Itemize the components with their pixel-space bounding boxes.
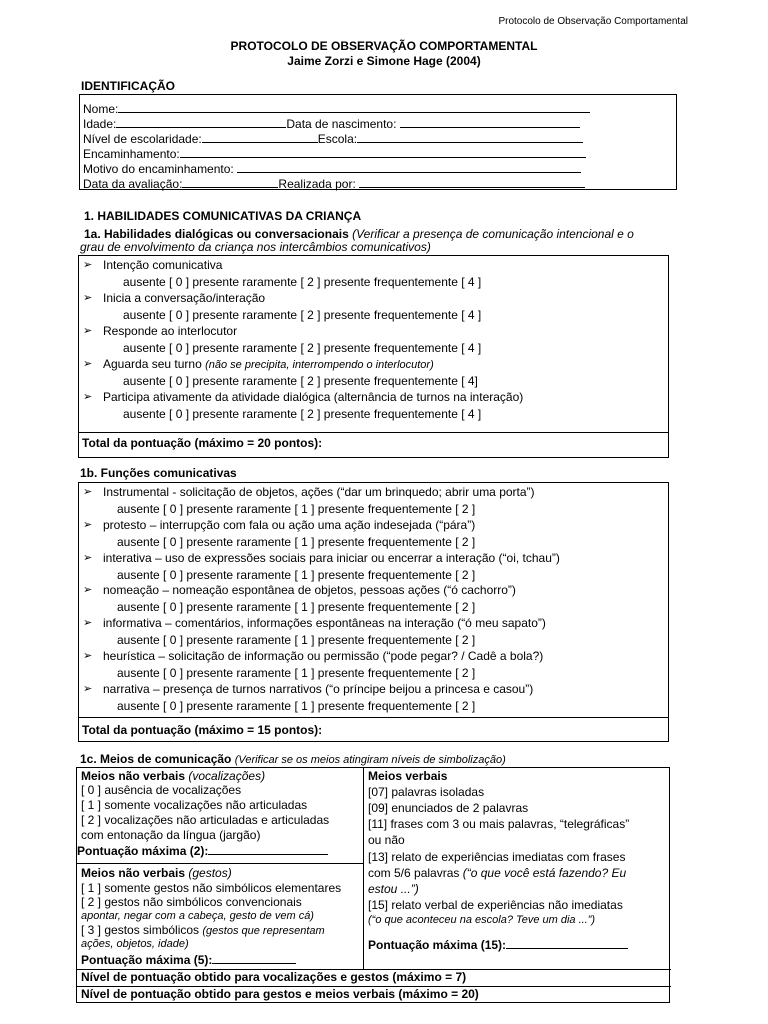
dialogic-item-score-options[interactable]: ausente [ 0 ] presente raramente [ 2 ] presente frequentemente [ 4 ] (123, 341, 482, 355)
verbal-item-11-cont: ou não (368, 833, 405, 847)
idade-row (83, 116, 580, 131)
verbal-title: Meios verbais (368, 769, 448, 783)
dialogic-item-text: Responde ao interlocutor (103, 324, 238, 338)
escola-field[interactable] (357, 131, 583, 143)
section1a-note-line2: grau de envolvimento da criança nos intercâmbios comunicativos) (80, 240, 431, 254)
idade-field[interactable] (116, 116, 286, 128)
bullet-arrow-icon: ➢ (83, 358, 93, 370)
section1c-total-1: Nível de pontuação obtido para vocalizações e gestos (máximo = 7) (81, 970, 467, 984)
section1b-box (78, 482, 669, 742)
ges-item-2-note: apontar, negar com a cabeça, gesto de vem cá) (81, 910, 314, 922)
bullet-arrow-icon: ➢ (83, 325, 93, 337)
bullet-arrow-icon: ➢ (83, 650, 93, 662)
encaminhamento-row (83, 146, 586, 161)
motivo-row (83, 161, 581, 176)
function-item-label: interativa – uso de expressões sociais para iniciar ou encerrar a interação (“oi, tchau”) (103, 550, 560, 565)
ges-max-field[interactable] (212, 952, 296, 964)
section1b-heading: 1b. Funções comunicativas (80, 466, 237, 480)
dialogic-item-score-options[interactable]: ausente [ 0 ] presente raramente [ 2 ] presente frequentemente [ 4] (123, 374, 478, 388)
nome-field[interactable] (118, 101, 590, 113)
dialogic-item-score-options[interactable]: ausente [ 0 ] presente raramente [ 2 ] presente frequentemente [ 4 ] (123, 275, 482, 289)
verbal-max-label: Pontuação máxima (15): (368, 938, 507, 952)
verbal-item-13-note-2: estou ...”) (368, 882, 419, 896)
verbal-item-15: [15] relato verbal de experiências não imediatas (368, 898, 623, 912)
bullet-arrow-icon: ➢ (83, 682, 93, 695)
nivel-escolaridade-label: Nível de escolaridade: (83, 132, 202, 146)
section1c-total-2: Nível de pontuação obtido para gestos e meios verbais (máximo = 20) (81, 987, 479, 1001)
ges-title-row (81, 866, 232, 880)
function-item-label: heurística – solicitação de informação ou permissão (“pode pegar? / Cadê a bola?) (103, 649, 544, 663)
function-item-score-options[interactable]: ausente [ 0 ] presente raramente [ 1 ] presente frequentemente [ 2 ] (117, 666, 476, 680)
verbal-max-field[interactable] (506, 937, 628, 949)
por-label: por: (331, 177, 356, 191)
section1b-total: Total da pontuação (máximo = 15 pontos): (82, 723, 323, 737)
nivel-escolaridade-field[interactable] (202, 131, 318, 143)
voc-item: com entonação da língua (jargão) (81, 828, 261, 842)
function-item-score-options[interactable]: ausente [ 0 ] presente raramente [ 1 ] presente frequentemente [ 2 ] (117, 534, 476, 549)
data-nascimento-label: Data de nascimento: (286, 117, 397, 131)
ges-item-3-note: (gestos que representam (202, 925, 325, 937)
data-avaliacao-label: Data da avaliação: (83, 177, 183, 191)
voc-item: [ 2 ] vocalizações não articuladas e articuladas (81, 813, 330, 827)
page-authors: Jaime Zorzi e Simone Hage (2004) (287, 54, 481, 68)
function-item-label: narrativa – presença de turnos narrativos (“o príncipe beijou a princesa e casou”) (103, 681, 534, 696)
bullet-arrow-icon: ➢ (83, 617, 93, 630)
voc-note: (vocalizações) (185, 769, 266, 783)
encaminhamento-field[interactable] (180, 146, 586, 158)
verbal-item-09: [09] enunciados de 2 palavras (368, 801, 529, 815)
verbal-item-13-note: (“o que você está fazendo? Eu (462, 866, 627, 880)
ges-title: Meios não verbais (81, 866, 186, 880)
bullet-arrow-icon: ➢ (83, 259, 93, 271)
voc-item: [ 1 ] somente vocalizações não articuladas (81, 798, 308, 812)
avaliacao-row (83, 176, 585, 191)
section1c-note: (Verificar se os meios atingiram níveis de simbolização) (234, 754, 506, 766)
dialogic-item-label (103, 357, 434, 372)
dialogic-item-label (103, 390, 523, 405)
escolaridade-row (83, 131, 583, 146)
nome-label: Nome: (83, 102, 119, 116)
section1-heading: 1. HABILIDADES COMUNICATIVAS DA CRIANÇA (84, 209, 362, 223)
section1a-total: Total da pontuação (máximo = 20 pontos): (82, 436, 323, 450)
ges-max-row (81, 952, 296, 967)
identification-box (79, 94, 677, 190)
verbal-item-11: [11] frases com 3 ou mais palavras, “telegráficas” (368, 817, 630, 831)
verbal-item-13-cont (368, 866, 626, 880)
section1c-left-divider (77, 863, 363, 864)
identification-heading: IDENTIFICAÇÃO (81, 79, 175, 93)
running-header: Protocolo de Observação Comportamental (498, 16, 688, 27)
function-item-label: informativa – comentários, informações espontâneas na interação (“ó meu sapato”) (103, 616, 546, 631)
verbal-item-13: [13] relato de experiências imediatas com frases (368, 850, 626, 864)
section1a-heading-row (84, 227, 634, 241)
function-item-score-options[interactable]: ausente [ 0 ] presente raramente [ 1 ] presente frequentemente [ 2 ] (117, 698, 476, 713)
bullet-arrow-icon: ➢ (83, 551, 93, 564)
dialogic-item-label (103, 324, 237, 339)
function-item-score-options[interactable]: ausente [ 0 ] presente raramente [ 1 ] presente frequentemente [ 2 ] (117, 502, 476, 516)
voc-max-label: Pontuação máxima (2): (77, 844, 209, 858)
section1a-heading: 1a. Habilidades dialógicas ou conversacionais (84, 227, 349, 241)
verbal-item-07: [07] palavras isoladas (368, 785, 485, 799)
dialogic-item-score-options[interactable]: ausente [ 0 ] presente raramente [ 2 ] presente frequentemente [ 4 ] (123, 407, 482, 421)
dialogic-item-text: Participa ativamente da atividade dialógica (alternância de turnos na interação) (103, 390, 524, 404)
voc-title: Meios não verbais (81, 769, 186, 783)
idade-label: Idade: (83, 117, 117, 131)
voc-max-field[interactable] (208, 843, 328, 855)
dialogic-item-label (103, 291, 265, 306)
ges-item-1: [ 1 ] somente gestos não simbólicos elementares (81, 881, 342, 895)
function-item-score-options[interactable]: ausente [ 0 ] presente raramente [ 1 ] presente frequentemente [ 2 ] (117, 567, 476, 582)
section1a-note: (Verificar a presença de comunicação intencional e o (352, 227, 634, 241)
ges-item-2: [ 2 ] gestos não simbólicos convencionais (81, 895, 302, 909)
escola-label: Escola: (317, 132, 358, 146)
encaminhamento-label: Encaminhamento: (83, 147, 180, 161)
motivo-label: Motivo do encaminhamento: (83, 162, 234, 176)
section1c-heading: 1c. Meios de comunicação (80, 752, 232, 766)
ges-item-3: [ 3 ] gestos simbólicos (81, 923, 203, 937)
function-item-score-options[interactable]: ausente [ 0 ] presente raramente [ 1 ] presente frequentemente [ 2 ] (117, 633, 476, 648)
data-avaliacao-field[interactable] (182, 176, 278, 188)
bullet-arrow-icon: ➢ (83, 486, 93, 498)
ges-max-label: Pontuação máxima (5): (81, 953, 213, 967)
bullet-arrow-icon: ➢ (83, 518, 93, 531)
dialogic-item-score-options[interactable]: ausente [ 0 ] presente raramente [ 2 ] presente frequentemente [ 4 ] (123, 308, 482, 322)
ges-item-3-row (81, 923, 325, 938)
bullet-arrow-icon: ➢ (83, 584, 93, 597)
section1c-heading-row (80, 752, 506, 767)
verbal-max-row (368, 937, 628, 952)
verbal-item-13-text: com 5/6 palavras (368, 866, 463, 880)
ges-item-3-note-2: ações, objetos, idade) (81, 938, 189, 950)
data-nascimento-field[interactable] (400, 116, 580, 128)
page-title: PROTOCOLO DE OBSERVAÇÃO COMPORTAMENTAL (230, 39, 538, 53)
dialogic-item-text: Aguarda seu turno (103, 357, 206, 371)
voc-title-row (81, 769, 265, 783)
dialogic-item-note: (não se precipita, interrompendo o interlocutor) (205, 359, 434, 371)
function-item-label: Instrumental - solicitação de objetos, ações (“dar um brinquedo; abrir uma porta”) (103, 485, 535, 499)
section1b-total-divider (79, 717, 668, 718)
voc-item: [ 0 ] ausência de vocalizações (81, 783, 242, 797)
realizada-label: Realizada (278, 177, 332, 191)
function-item-label: nomeação – nomeação espontânea de objetos, pessoas ações (“ó cachorro”) (103, 583, 516, 598)
function-item-label: protesto – interrupção com fala ou ação uma ação indesejada (“pára”) (103, 517, 476, 532)
dialogic-item-text: Intenção comunicativa (103, 258, 223, 272)
voc-max-row (77, 843, 328, 858)
realizada-field[interactable] (359, 176, 585, 188)
dialogic-item-text: Inicia a conversação/interação (103, 291, 266, 305)
ges-note: (gestos) (185, 866, 232, 880)
function-item-score-options[interactable]: ausente [ 0 ] presente raramente [ 1 ] presente frequentemente [ 2 ] (117, 600, 476, 615)
nome-row (83, 101, 590, 116)
bullet-arrow-icon: ➢ (83, 391, 93, 403)
section1c-column-divider (363, 768, 364, 969)
section1a-box (78, 255, 669, 458)
verbal-item-15-note: (“o que aconteceu na escola? Teve um dia ...”) (368, 914, 596, 926)
section1c-table (76, 767, 670, 1003)
dialogic-item-label (103, 258, 222, 273)
motivo-field[interactable] (237, 161, 581, 173)
bullet-arrow-icon: ➢ (83, 292, 93, 304)
section1a-total-divider (79, 432, 668, 433)
